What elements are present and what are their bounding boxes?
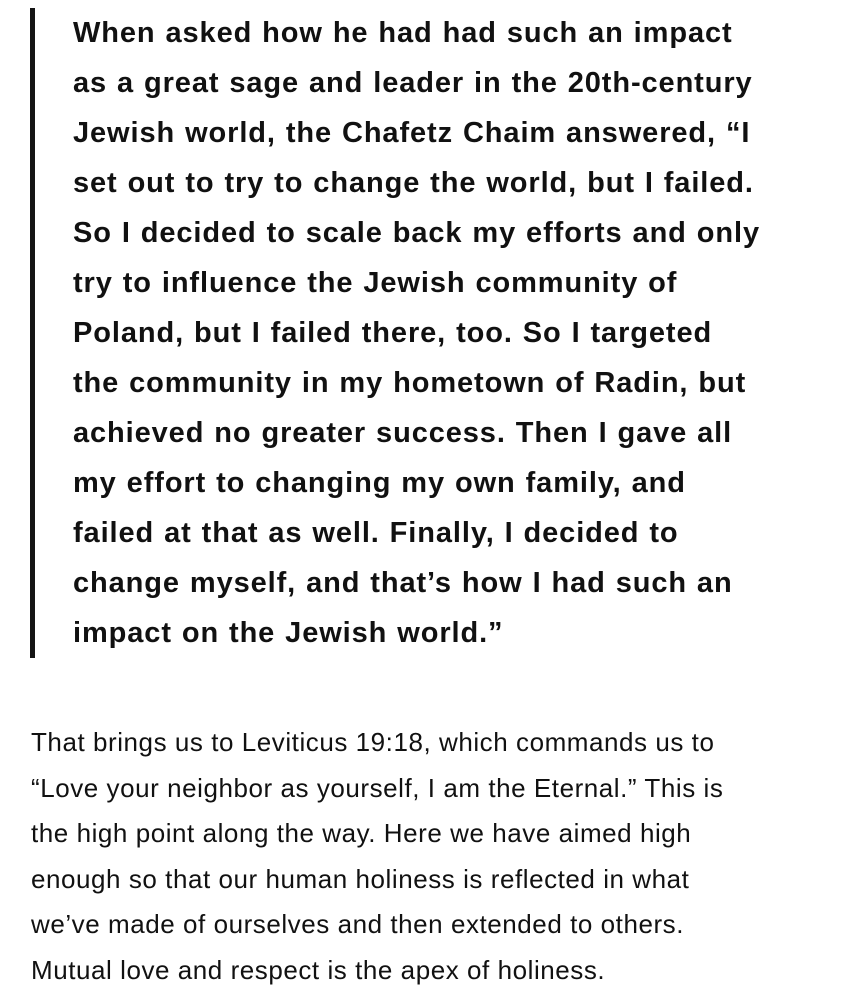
blockquote-line: the community in my hometown of Radin, but [73, 367, 747, 399]
blockquote-line: Jewish world, the Chafetz Chaim answered, “I [73, 117, 751, 149]
blockquote-text [73, 8, 863, 658]
body-paragraph [31, 720, 851, 993]
blockquote-line: achieved no greater success. Then I gave all [73, 417, 733, 449]
blockquote-line: try to influence the Jewish community of [73, 267, 678, 299]
paragraph-line: we’ve made of ourselves and then extended to others. [31, 909, 684, 939]
blockquote-line: impact on the Jewish world.” [73, 617, 504, 649]
blockquote-line: So I decided to scale back my efforts and only [73, 217, 760, 249]
paragraph-line: Mutual love and respect is the apex of holiness. [31, 954, 606, 985]
paragraph-line: “Love your neighbor as yourself, I am the Eternal.” This is [31, 772, 724, 803]
blockquote-line: as a great sage and leader in the 20th-century [73, 67, 753, 99]
paragraph-line: enough so that our human holiness is reflected in what [31, 863, 690, 894]
paragraph-line: the high point along the way. Here we have aimed high [31, 818, 692, 848]
paragraph-line: That brings us to Leviticus 19:18, which commands us to [31, 727, 715, 757]
blockquote-line: my effort to changing my own family, and [73, 467, 686, 499]
blockquote [30, 8, 850, 658]
blockquote-line: change myself, and that’s how I had such an [73, 567, 733, 599]
blockquote-line: set out to try to change the world, but I failed. [73, 167, 754, 199]
blockquote-line: When asked how he had had such an impact [73, 17, 733, 49]
blockquote-line: Poland, but I failed there, too. So I targeted [73, 317, 713, 349]
blockquote-line: failed at that as well. Finally, I decided to [73, 517, 679, 549]
